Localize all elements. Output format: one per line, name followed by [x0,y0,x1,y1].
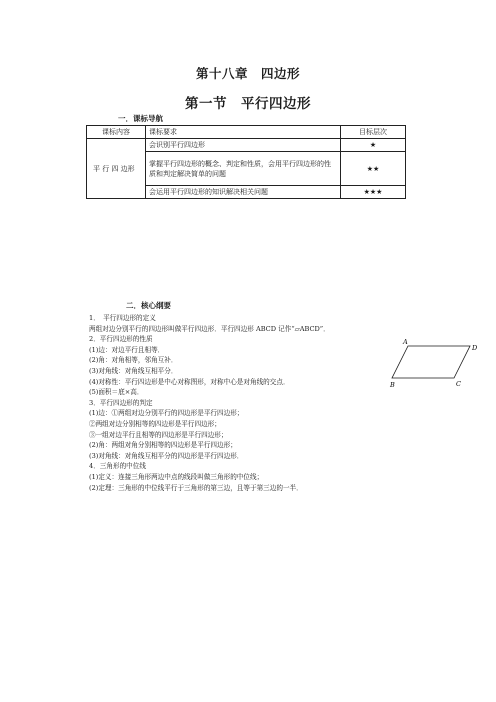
outline-line: 2．平行四边形的性质 [89,335,153,344]
outline-line: ③一组对边平行且相等的四边形是平行四边形； [89,430,228,439]
part2-heading: 二．核心纲要 [126,301,171,310]
outline-line: (2)角：两组对角分别相等的四边形是平行四边形； [89,441,237,450]
outline-line: 1． 平行四边形的定义 [89,314,156,322]
table-row-req: 掌握平行四边形的概念、判定和性质，会用平行四边形的性质和判定解决简单的问题 [146,152,341,186]
part1-heading: 一．课标导航 [118,114,163,123]
outline-line: ②两组对边分别相等的四边形是平行四边形； [89,419,221,428]
table-header-content: 课标内容 [87,126,146,139]
table-row-level: ★★ [341,152,406,186]
table-row-level: ★ [341,139,406,152]
outline-line: (3)对角线：对角线互相平分． [89,366,178,375]
vertex-label-d: D [472,344,478,352]
outline-line: (2)定理：三角形的中位线平行于三角形的第三边，且等于第三边的一半． [89,483,303,492]
parallelogram-shape [392,346,470,378]
outline-line: 两组对边分别平行的四边形叫做平行四边形．平行四边形 ABCD 记作“▱ABCD”． [89,324,330,333]
vertex-label-b: B [390,381,395,389]
section-title: 第一节 平行四边形 [185,96,311,112]
parallelogram-figure [388,336,478,392]
table-row-req: 会运用平行四边形的知识解决相关问题 [146,186,341,199]
table-row-req: 会识别平行四边形 [146,139,341,152]
table-category: 平 行 四 边形 [87,139,146,199]
outline-line: (1)边：①两组对边分别平行的四边形是平行四边形； [89,409,244,418]
vertex-label-c: C [456,380,461,388]
outline-line: 3．平行四边形的判定 [89,398,153,407]
outline-line: (2)角：对角相等，邻角互补． [89,356,178,365]
outline-line: (3)对角线：对角线互相平分的四边形是平行四边形． [89,451,244,460]
outline-line: 4．三角形的中位线 [89,462,146,471]
vertex-label-a: A [403,338,408,346]
outline-line: (4)对称性：平行四边形是中心对称图形，对称中心是对角线的交点． [89,377,290,386]
table-row-level: ★★★ [341,186,406,199]
core-outline [89,313,369,493]
table-header-requirement: 课标要求 [146,126,341,139]
chapter-title: 第十八章 四边形 [195,66,300,81]
curriculum-table [86,125,406,199]
table-header-level: 目标层次 [341,126,406,139]
outline-line: (1)边：对边平行且相等． [89,345,165,354]
outline-line: (1)定义：连接三角形两边中点的线段叫做三角形的中位线； [89,472,264,481]
outline-line: (5)面积＝底×高． [89,388,144,397]
